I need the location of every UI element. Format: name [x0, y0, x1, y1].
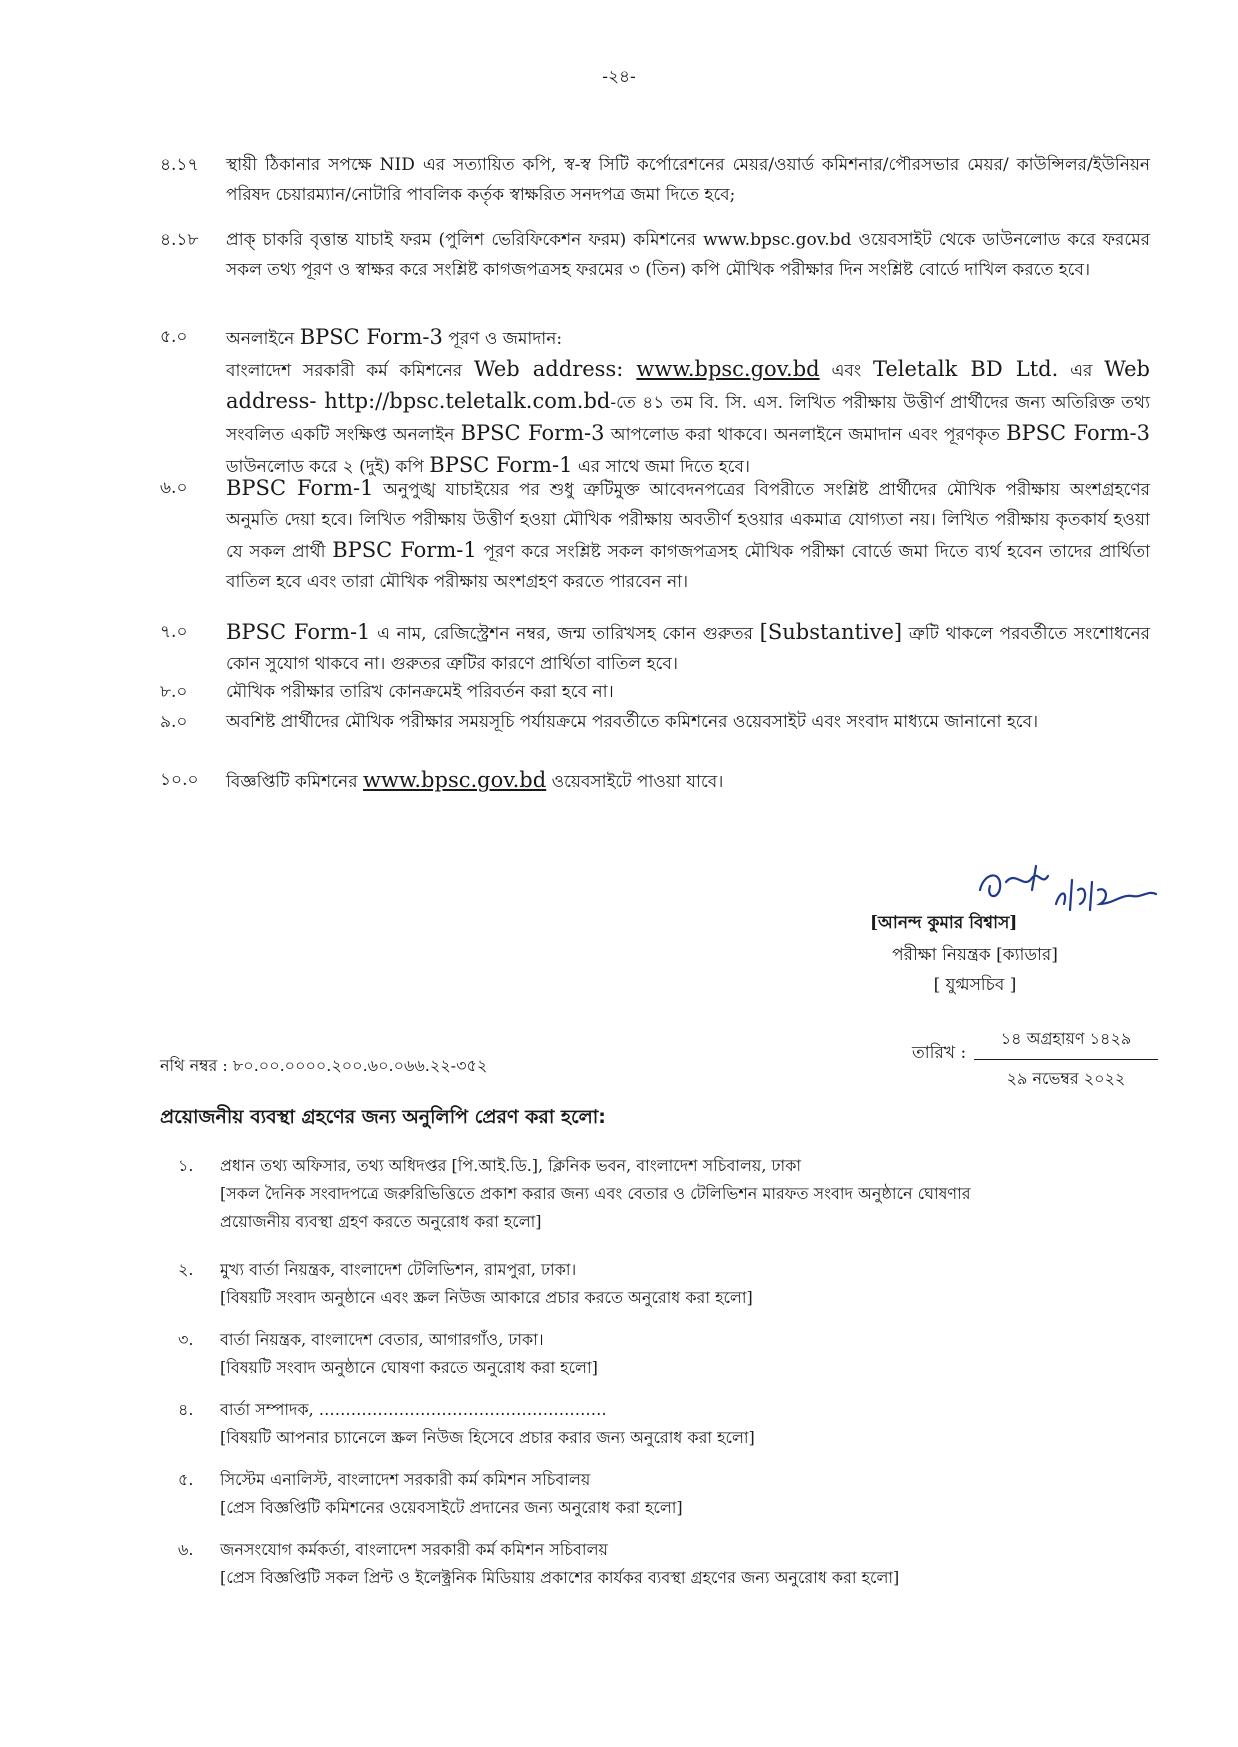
copy-number: ১.	[178, 1156, 194, 1175]
bpsc-website-link[interactable]: www.bpsc.gov.bd	[362, 768, 547, 792]
date-bangla: ১৪ অগ্রহায়ণ ১৪২৯	[974, 1026, 1158, 1060]
page-number: -২৪-	[602, 67, 636, 87]
copy-recipient: সিস্টেম এনালিস্ট, বাংলাদেশ সরকারী কর্ম কমিশন সচিবালয়	[220, 1470, 591, 1489]
copy-item	[178, 1326, 1008, 1382]
clause-text: স্থায়ী ঠিকানার সপক্ষে NID এর সত্যায়িত কপি, স্ব-স্ব সিটি কর্পোরেশনের মেয়র/ওয়ার্ড কমিশনার/পৌরসভার মেয়র/ কাউন্সিলর/ইউনিয়ন পরিষদ চেয়ারম্যান/নোটারি পাবলিক কর্তৃক স্বাক্ষরিত সনদপত্র জমা দিতে হবে;	[226, 155, 1150, 205]
clause-lead: অনলাইনে BPSC Form-3 পূরণ ও জমাদান:	[226, 325, 563, 349]
clause-7-0	[160, 617, 1150, 679]
teletalk-web-address: Web address- http://bpsc.teletalk.com.bd	[226, 357, 1150, 413]
clause-number: ১০.০	[160, 770, 199, 790]
copy-recipient: জনসংযোগ কর্মকর্তা, বাংলাদেশ সরকারী কর্ম কমিশন সচিবালয়	[220, 1540, 608, 1559]
copy-heading: প্রয়োজনীয় ব্যবস্থা গ্রহণের জন্য অনুলিপি প্রেরণ করা হলো:	[160, 1106, 606, 1128]
clause-text: প্রাক্ চাকরি বৃত্তান্ত যাচাই ফরম (পুলিশ ভেরিফিকেশন ফরম) কমিশনের www.bpsc.gov.bd ওয়েবসাইট থেকে ডাউনলোড করে ফরমের সকল তথ্য পূরণ ও স্বাক্ষর করে সংশ্লিষ্ট কাগজপত্রসহ ফরমের ৩ (তিন) কপি মৌখিক পরীক্ষার দিন সংশ্লিষ্ট বোর্ডে দাখিল করতে হবে।	[226, 230, 1150, 280]
clause-5-0	[160, 322, 1150, 482]
clause-number: ৯.০	[160, 712, 188, 732]
clause-text: BPSC Form-1 অনুপুঙ্খ যাচাইয়ের পর শুধু ত্রুটিমুক্ত আবেদনপত্রের বিপরীতে সংশ্লিষ্ট প্রার্থীদের মৌখিক পরীক্ষায় অংশগ্রহণের অনুমতি দেয়া হবে। লিখিত পরীক্ষায় উত্তীর্ণ হওয়া মৌখিক পরীক্ষায় অবতীর্ণ হওয়ার একমাত্র যোগ্যতা নয়। লিখিত পরীক্ষায় কৃতকার্য হওয়া যে সকল প্রার্থী BPSC Form-1 পূরণ করে সংশ্লিষ্ট সকল কাগজপত্রসহ মৌখিক পরীক্ষা বোর্ডে জমা দিতে ব্যর্থ হবেন তাদের প্রার্থিতা বাতিল হবে এবং তারা মৌখিক পরীক্ষায় অংশগ্রহণ করতে পারবেন না।	[226, 476, 1151, 592]
clause-text: অনলাইনে BPSC Form-3 পূরণ ও জমাদান: বাংলাদেশ সরকারী কর্ম কমিশনের Web address: www.bpsc.gov.bd এবং Teletalk BD Ltd. এর Web address- http://bpsc.teletalk.com.bd-তে ৪১ তম বি. সি. এস. লিখিত পরীক্ষায় উত্তীর্ণ প্রার্থীদের জন্য অতিরিক্ত তথ্য সংবলিত একটি সংক্ষিপ্ত অনলাইন BPSC Form-3 আপলোড করা থাকবে। অনলাইনে জমাদান এবং পূরণকৃত BPSC Form-3 ডাউনলোড করে ২ (দুই) কপি BPSC Form-1 এর সাথে জমা দিতে হবে।	[226, 322, 1150, 482]
clause-4-17	[160, 150, 1150, 210]
date-box	[974, 1026, 1158, 1093]
clause-number: ৬.০	[160, 478, 188, 498]
copy-note: [প্রেস বিজ্ঞপ্তিটি কমিশনের ওয়েবসাইটে প্রদানের জন্য অনুরোধ করা হলো]	[220, 1498, 683, 1517]
copy-note: [বিষয়টি সংবাদ অনুষ্ঠানে ঘোষণা করতে অনুরোধ করা হলো]	[220, 1358, 598, 1377]
copy-item	[178, 1152, 1008, 1236]
copy-note: [বিষয়টি সংবাদ অনুষ্ঠানে এবং স্ক্রল নিউজ আকারে প্রচার করতে অনুরোধ করা হলো]	[220, 1288, 753, 1307]
clause-number: ৫.০	[160, 327, 188, 347]
copy-note: [সকল দৈনিক সংবাদপত্রে জরুরিভিত্তিতে প্রকাশ করার জন্য এবং বেতার ও টেলিভিশন মারফত সংবাদ অনুষ্ঠানে ঘোষণার প্রয়োজনীয় ব্যবস্থা গ্রহণ করতে অনুরোধ করা হলো]	[220, 1184, 971, 1231]
copy-item	[178, 1466, 1008, 1522]
copy-number: ৬.	[178, 1540, 194, 1559]
clause-text: BPSC Form-1 এ নাম, রেজিস্ট্রেশন নম্বর, জন্ম তারিখসহ কোন গুরুতর [Substantive] ত্রুটি থাকলে পরবর্তীতে সংশোধনের কোন সুযোগ থাকবে না। গুরুতর ত্রুটির কারণে প্রার্থিতা বাতিল হবে।	[226, 620, 1151, 674]
clause-8-0	[160, 677, 1150, 707]
copy-recipient: প্রধান তথ্য অফিসার, তথ্য অধিদপ্তর [পি.আই.ডি.], ক্লিনিক ভবন, বাংলাদেশ সচিবালয়, ঢাকা	[220, 1156, 802, 1175]
clause-number: ৭.০	[160, 622, 188, 642]
clause-9-0	[160, 707, 1150, 737]
copy-number: ২.	[178, 1260, 194, 1279]
copy-recipient: বার্তা নিয়ন্ত্রক, বাংলাদেশ বেতার, আগারগাঁও, ঢাকা।	[220, 1330, 544, 1349]
copy-note: [প্রেস বিজ্ঞপ্তিটি সকল প্রিন্ট ও ইলেক্ট্রনিক মিডিয়ায় প্রকাশের কার্যকর ব্যবস্থা গ্রহণের জন্য অনুরোধ করা হলো]	[220, 1568, 900, 1587]
copy-number: ৫.	[178, 1470, 194, 1489]
clause-number: ৪.১৮	[160, 230, 199, 250]
copy-recipient: বার্তা সম্পাদক, ………………………………………………	[220, 1400, 607, 1419]
copy-item	[178, 1256, 1008, 1312]
date-label: তারিখ :	[912, 1043, 967, 1063]
clause-number: ৪.১৭	[160, 155, 199, 175]
date-english: ২৯ নভেম্বর ২০২২	[1006, 1069, 1126, 1088]
clause-4-18	[160, 225, 1150, 285]
signatory-name: [আনন্দ কুমার বিশ্বাস]	[870, 913, 1018, 933]
copy-item	[178, 1536, 1008, 1592]
signatory-rank: [ যুগ্মসচিব ]	[933, 975, 1017, 995]
copy-number: ৪.	[178, 1400, 194, 1419]
copy-note: [বিষয়টি আপনার চ্যানেলে স্ক্রল নিউজ হিসেবে প্রচার করার জন্য অনুরোধ করা হলো]	[220, 1428, 755, 1447]
clause-text: বিজ্ঞপ্তিটি কমিশনের www.bpsc.gov.bd ওয়েবসাইটে পাওয়া যাবে।	[226, 768, 724, 792]
clause-text: মৌখিক পরীক্ষার তারিখ কোনক্রমেই পরিবর্তন করা হবে না।	[226, 682, 614, 702]
bpsc-website-link[interactable]: www.bpsc.gov.bd	[636, 357, 820, 381]
clause-text: অবশিষ্ট প্রার্থীদের মৌখিক পরীক্ষার সময়সূচি পর্যায়ক্রমে পরবর্তীতে কমিশনের ওয়েবসাইট এবং সংবাদ মাধ্যমে জানানো হবে।	[226, 712, 1039, 732]
clause-6-0	[160, 473, 1150, 597]
clause-number: ৮.০	[160, 682, 188, 702]
copy-recipient: মুখ্য বার্তা নিয়ন্ত্রক, বাংলাদেশ টেলিভিশন, রামপুরা, ঢাকা।	[220, 1260, 577, 1279]
clause-10-0	[160, 765, 1150, 797]
file-number: নথি নম্বর : ৮০.০০.০০০০.২০০.৬০.০৬৬.২২-৩৫২	[160, 1056, 488, 1075]
copy-item	[178, 1396, 1008, 1452]
copy-number: ৩.	[178, 1330, 194, 1349]
signatory-title: পরীক্ষা নিয়ন্ত্রক [ক্যাডার]	[892, 945, 1058, 965]
